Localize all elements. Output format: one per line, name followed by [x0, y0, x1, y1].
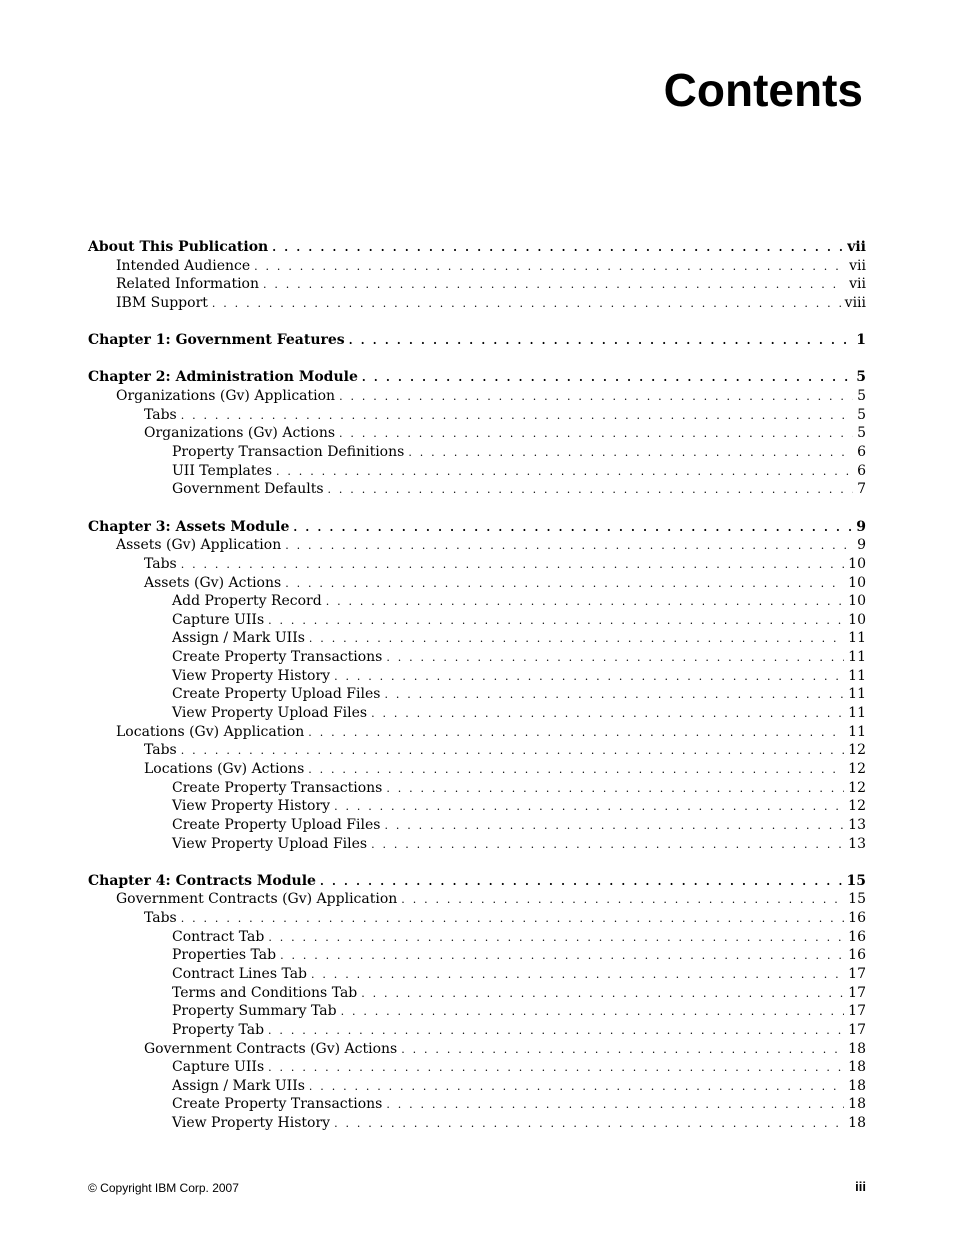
toc-entry-page: 15 — [846, 872, 866, 889]
toc-entry-title: Chapter 1: Government Features — [88, 332, 345, 349]
toc-entry-title: Tabs — [144, 406, 177, 423]
toc-entry[interactable] — [88, 723, 866, 742]
toc-dot-leader — [268, 929, 844, 948]
toc-entry-page: 12 — [848, 760, 866, 777]
toc-entry[interactable] — [88, 611, 866, 630]
toc-dot-leader — [334, 668, 844, 687]
toc-entry-title: Property Summary Tab — [172, 1003, 337, 1020]
toc-dot-leader — [268, 1022, 844, 1041]
page-title: Contents — [663, 64, 863, 116]
toc-entry-title: Capture UIIs — [172, 611, 265, 628]
toc-dot-leader — [361, 985, 844, 1004]
toc-entry-page: 11 — [848, 723, 866, 740]
toc-entry-page: 11 — [848, 649, 866, 666]
toc-dot-leader — [371, 836, 844, 855]
toc-entry-title: Organizations (Gv) Application — [116, 388, 336, 405]
toc-entry-page: 12 — [848, 779, 866, 796]
toc-entry[interactable] — [88, 909, 866, 928]
table-of-contents — [88, 238, 866, 1133]
toc-dot-leader — [285, 537, 853, 556]
toc-entry-page: 17 — [848, 984, 866, 1001]
toc-entry[interactable] — [88, 480, 866, 499]
toc-entry[interactable] — [88, 835, 866, 854]
toc-dot-leader — [334, 798, 844, 817]
toc-entry-title: Create Property Transactions — [172, 779, 383, 796]
toc-entry[interactable] — [88, 1077, 866, 1096]
toc-dot-leader — [328, 481, 854, 500]
toc-entry[interactable] — [88, 685, 866, 704]
toc-entry[interactable] — [88, 294, 866, 313]
toc-entry[interactable] — [88, 555, 866, 574]
toc-dot-leader — [384, 817, 844, 836]
toc-dot-leader — [268, 612, 844, 631]
toc-entry[interactable] — [88, 1040, 866, 1059]
toc-entry[interactable] — [88, 1095, 866, 1114]
toc-entry-page: vii — [849, 276, 866, 293]
toc-entry-title: Chapter 4: Contracts Module — [88, 872, 316, 889]
toc-entry[interactable] — [88, 872, 866, 891]
toc-entry[interactable] — [88, 536, 866, 555]
toc-entry[interactable] — [88, 443, 866, 462]
toc-entry[interactable] — [88, 518, 866, 537]
toc-entry-page: vii — [849, 257, 866, 274]
toc-entry-title: View Property Upload Files — [172, 705, 368, 722]
toc-dot-leader — [362, 369, 852, 388]
toc-entry[interactable] — [88, 257, 866, 276]
toc-entry[interactable] — [88, 760, 866, 779]
toc-entry[interactable] — [88, 275, 866, 294]
toc-entry[interactable] — [88, 965, 866, 984]
toc-dot-leader — [263, 276, 845, 295]
toc-dot-leader — [339, 425, 853, 444]
toc-dot-leader — [285, 575, 844, 594]
toc-entry-page: 6 — [857, 444, 866, 461]
toc-entry-page: 18 — [848, 1059, 866, 1076]
toc-entry[interactable] — [88, 574, 866, 593]
toc-entry-page: 11 — [848, 686, 866, 703]
toc-entry[interactable] — [88, 816, 866, 835]
toc-entry[interactable] — [88, 946, 866, 965]
toc-entry-page: 10 — [848, 593, 866, 610]
toc-entry-page: 13 — [848, 816, 866, 833]
toc-entry-title: UII Templates — [172, 462, 273, 479]
toc-entry-title: View Property History — [172, 667, 331, 684]
toc-entry-page: 17 — [848, 965, 866, 982]
toc-entry-page: 13 — [848, 835, 866, 852]
toc-entry-page: 16 — [848, 947, 866, 964]
toc-entry-page: 12 — [848, 742, 866, 759]
toc-dot-leader — [181, 910, 844, 929]
toc-entry-title: Capture UIIs — [172, 1059, 265, 1076]
toc-entry-title: Organizations (Gv) Actions — [144, 425, 336, 442]
toc-entry[interactable] — [88, 704, 866, 723]
toc-dot-leader — [386, 780, 844, 799]
toc-entry-title: Assets (Gv) Application — [116, 537, 282, 554]
toc-entry-title: View Property Upload Files — [172, 835, 368, 852]
toc-entry-page: 9 — [857, 537, 866, 554]
toc-entry-page: 5 — [856, 369, 866, 386]
toc-entry-title: Create Property Transactions — [172, 649, 383, 666]
toc-entry-title: Terms and Conditions Tab — [172, 984, 358, 1001]
toc-entry[interactable] — [88, 424, 866, 443]
toc-dot-leader — [276, 463, 853, 482]
toc-dot-leader — [401, 1041, 844, 1060]
toc-dot-leader — [326, 593, 844, 612]
toc-entry-page: 17 — [848, 1021, 866, 1038]
toc-entry-page: viii — [844, 294, 866, 311]
toc-entry-title: Property Tab — [172, 1021, 265, 1038]
toc-dot-leader — [268, 1059, 844, 1078]
toc-entry[interactable] — [88, 1021, 866, 1040]
toc-entry-title: Contract Lines Tab — [172, 965, 308, 982]
toc-dot-leader — [181, 407, 853, 426]
toc-entry-title: Locations (Gv) Application — [116, 723, 305, 740]
toc-entry[interactable] — [88, 797, 866, 816]
toc-entry[interactable] — [88, 928, 866, 947]
toc-entry-title: Chapter 3: Assets Module — [88, 518, 290, 535]
toc-entry-page: 10 — [848, 574, 866, 591]
toc-entry[interactable] — [88, 667, 866, 686]
toc-entry-title: Assign / Mark UIIs — [172, 1077, 305, 1094]
toc-dot-leader — [401, 891, 844, 910]
toc-dot-leader — [309, 1078, 844, 1097]
toc-entry-title: Government Contracts (Gv) Actions — [144, 1040, 398, 1057]
toc-entry-page: 5 — [857, 425, 866, 442]
toc-entry-title: View Property History — [172, 798, 331, 815]
toc-entry[interactable] — [88, 238, 866, 257]
toc-entry[interactable] — [88, 648, 866, 667]
toc-dot-leader — [320, 873, 843, 892]
toc-entry-title: Add Property Record — [172, 593, 322, 610]
toc-entry-page: vii — [847, 239, 866, 255]
toc-entry-page: 16 — [848, 928, 866, 945]
toc-entry[interactable] — [88, 387, 866, 406]
toc-entry-page: 9 — [856, 518, 866, 535]
toc-entry-title: Locations (Gv) Actions — [144, 760, 305, 777]
toc-entry-page: 18 — [848, 1115, 866, 1132]
toc-entry-title: Tabs — [144, 742, 177, 759]
toc-entry-title: About This Publication — [88, 239, 269, 255]
footer-page-number: iii — [855, 1179, 866, 1194]
toc-dot-leader — [272, 239, 843, 258]
toc-dot-leader — [293, 519, 852, 538]
toc-entry-page: 1 — [856, 332, 866, 349]
toc-entry-title: IBM Support — [116, 294, 208, 311]
toc-entry[interactable] — [88, 406, 866, 425]
toc-entry-page: 10 — [848, 611, 866, 628]
toc-entry-page: 16 — [848, 910, 866, 927]
toc-entry-title: Tabs — [144, 555, 177, 572]
toc-dot-leader — [181, 556, 844, 575]
toc-dot-leader — [339, 388, 853, 407]
toc-entry-title: View Property History — [172, 1115, 331, 1132]
toc-dot-leader — [386, 649, 844, 668]
toc-entry-page: 17 — [848, 1003, 866, 1020]
toc-dot-leader — [371, 705, 844, 724]
toc-entry[interactable] — [88, 984, 866, 1003]
toc-entry[interactable] — [88, 741, 866, 760]
toc-dot-leader — [408, 444, 853, 463]
toc-entry[interactable] — [88, 1114, 866, 1133]
toc-entry-title: Create Property Upload Files — [172, 686, 381, 703]
toc-dot-leader — [311, 966, 844, 985]
toc-entry[interactable] — [88, 1058, 866, 1077]
toc-entry-title: Tabs — [144, 910, 177, 927]
toc-entry[interactable] — [88, 629, 866, 648]
toc-entry[interactable] — [88, 331, 866, 350]
toc-entry[interactable] — [88, 462, 866, 481]
toc-entry-page: 18 — [848, 1096, 866, 1113]
toc-entry-title: Intended Audience — [116, 257, 251, 274]
toc-dot-leader — [349, 332, 853, 351]
toc-entry-title: Create Property Upload Files — [172, 816, 381, 833]
toc-dot-leader — [384, 686, 844, 705]
toc-entry-title: Chapter 2: Administration Module — [88, 369, 358, 386]
toc-entry-title: Properties Tab — [172, 947, 277, 964]
toc-entry-page: 5 — [857, 388, 866, 405]
toc-dot-leader — [181, 742, 844, 761]
toc-dot-leader — [308, 761, 844, 780]
toc-entry[interactable] — [88, 592, 866, 611]
toc-entry-title: Contract Tab — [172, 928, 265, 945]
toc-entry[interactable] — [88, 779, 866, 798]
toc-entry-page: 11 — [848, 705, 866, 722]
toc-entry-page: 18 — [848, 1040, 866, 1057]
toc-entry[interactable] — [88, 890, 866, 909]
toc-entry-title: Government Contracts (Gv) Application — [116, 891, 398, 908]
toc-entry-page: 5 — [857, 406, 866, 423]
toc-dot-leader — [334, 1115, 844, 1134]
toc-dot-leader — [386, 1096, 844, 1115]
toc-entry-page: 7 — [857, 481, 866, 498]
toc-dot-leader — [254, 258, 845, 277]
toc-entry-title: Assets (Gv) Actions — [144, 574, 282, 591]
toc-entry[interactable] — [88, 1002, 866, 1021]
toc-entry-title: Property Transaction Definitions — [172, 444, 405, 461]
toc-entry-title: Government Defaults — [172, 481, 324, 498]
toc-entry-title: Create Property Transactions — [172, 1096, 383, 1113]
toc-entry[interactable] — [88, 368, 866, 387]
toc-entry-page: 6 — [857, 462, 866, 479]
toc-entry-page: 12 — [848, 798, 866, 815]
toc-entry-page: 10 — [848, 555, 866, 572]
toc-dot-leader — [212, 295, 841, 314]
toc-entry-title: Related Information — [116, 276, 259, 293]
toc-dot-leader — [309, 630, 844, 649]
toc-entry-page: 11 — [848, 667, 866, 684]
toc-dot-leader — [280, 947, 844, 966]
toc-dot-leader — [341, 1003, 845, 1022]
toc-dot-leader — [308, 724, 844, 743]
footer-copyright: © Copyright IBM Corp. 2007 — [88, 1181, 239, 1195]
toc-entry-page: 15 — [848, 891, 866, 908]
toc-entry-title: Assign / Mark UIIs — [172, 630, 305, 647]
toc-entry-page: 11 — [848, 630, 866, 647]
toc-entry-page: 18 — [848, 1077, 866, 1094]
